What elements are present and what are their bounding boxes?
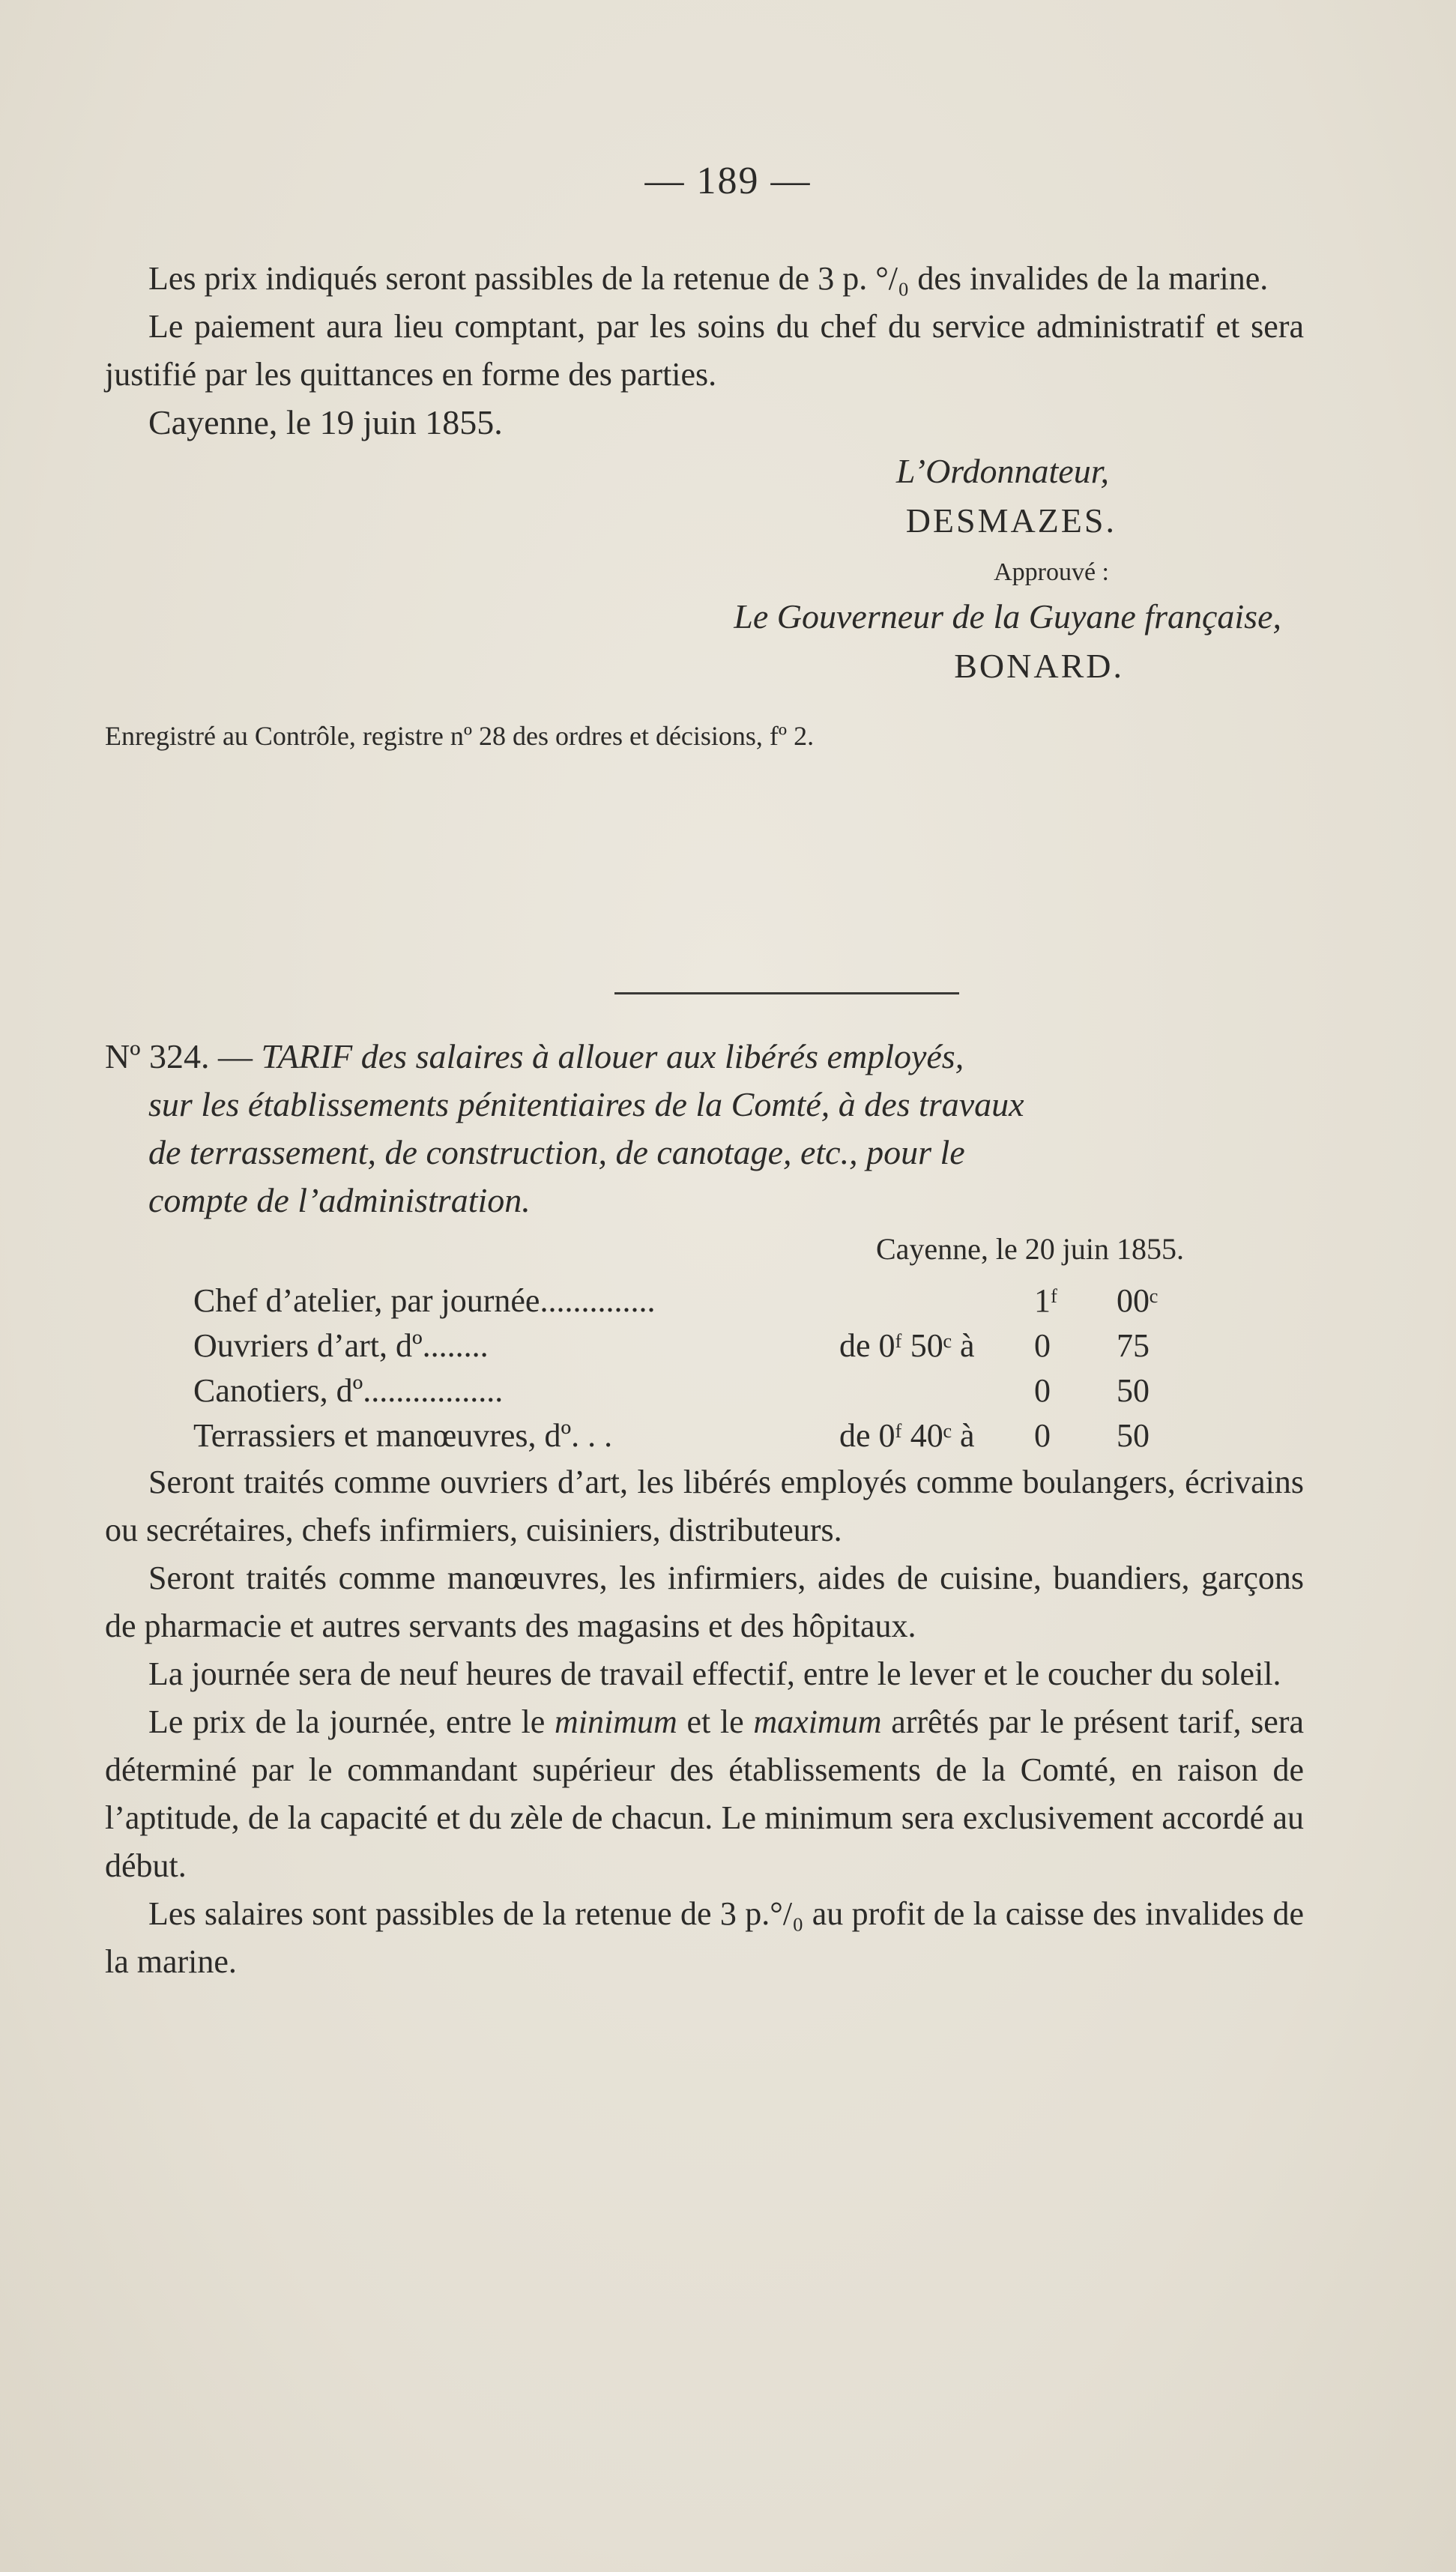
page-number: — 189 —	[644, 160, 812, 202]
tarif-number: Nº 324. —	[105, 1037, 253, 1075]
tarif-title-l1: TARIF des salaires à allouer aux libérés employés,	[261, 1037, 964, 1075]
table-row	[105, 1279, 1304, 1323]
row-francs: 1ᶠ	[1034, 1282, 1058, 1319]
paragraph-journee: La journée sera de neuf heures de travail effectif, entre le lever et le coucher du soleil.	[148, 1655, 1281, 1692]
governor-name: BONARD.	[954, 647, 1124, 685]
prix-maximum: maximum	[753, 1703, 882, 1740]
row-label: Chef d’atelier, par journée..............	[193, 1282, 656, 1319]
tarif-section	[105, 1033, 1304, 1986]
row-centimes: 75	[1117, 1327, 1150, 1364]
prix-text-b: et le	[677, 1703, 754, 1740]
row-centimes: 00ᶜ	[1117, 1282, 1159, 1319]
ordonnateur-name: DESMAZES.	[905, 501, 1117, 540]
paragraph-prices: Les prix indiqués seront passibles de la retenue de 3 p. °/₀ des invalides de la marine.	[148, 260, 1269, 297]
registration-note: Enregistré au Contrôle, registre nº 28 des ordres et décisions, fº 2.	[105, 721, 815, 751]
tarif-title-l4: compte de l’administration.	[148, 1181, 531, 1219]
tarif-title-l2: sur les établissements pénitentiaires de la Comté, à des travaux	[148, 1085, 1024, 1123]
table-row	[105, 1413, 1304, 1458]
row-francs: 0	[1034, 1327, 1051, 1364]
table-row	[105, 1323, 1304, 1368]
date-line: Cayenne, le 19 juin 1855.	[148, 403, 503, 441]
tarif-date: Cayenne, le 20 juin 1855.	[875, 1232, 1184, 1266]
row-label: Canotiers, dº.................	[193, 1372, 504, 1409]
tarif-heading-line1	[105, 1033, 1304, 1081]
section-divider	[614, 992, 959, 994]
ordonnateur-title: L’Ordonnateur,	[895, 452, 1109, 490]
row-label: Terrassiers et manœuvres, dº. . .	[193, 1417, 613, 1454]
top-section	[105, 255, 1304, 755]
governor-title: Le Gouverneur de la Guyane française,	[734, 597, 1281, 636]
row-range: de 0ᶠ 50ᶜ à	[839, 1327, 975, 1364]
paragraph-ouvriers: Seront traités comme ouvriers d’art, les libérés employés comme boulangers, écrivains ou secrétaires, chefs infirmiers, cuisiniers, distributeurs.	[105, 1464, 1304, 1548]
row-range: de 0ᶠ 40ᶜ à	[839, 1417, 975, 1454]
table-row	[105, 1368, 1304, 1413]
prix-minimum: minimum	[555, 1703, 677, 1740]
row-centimes: 50	[1117, 1372, 1150, 1409]
approved-label: Approuvé :	[994, 558, 1109, 586]
tarif-title-l3: de terrassement, de construction, de canotage, etc., pour le	[148, 1133, 965, 1171]
prix-text-c: arrêtés par le présent tarif, sera déterminé par le commandant supérieur des établissements de la Comté, en raison de l’aptitude, de la capacité et du zèle de chacun. Le minimum sera exclusivement accordé au début.	[105, 1703, 1304, 1884]
paragraph-salaires: Les salaires sont passibles de la retenue de 3 p.°/₀ au profit de la caisse des invalides de la marine.	[105, 1895, 1304, 1980]
paragraph-manoeuvres: Seront traités comme manœuvres, les infirmiers, aides de cuisine, buandiers, garçons de pharmacie et autres servants des magasins et des hôpitaux.	[105, 1560, 1304, 1644]
row-francs: 0	[1034, 1372, 1051, 1409]
row-centimes: 50	[1117, 1417, 1150, 1454]
paragraph-payment: Le paiement aura lieu comptant, par les soins du chef du service administratif et sera justifié par les quittances en forme des parties.	[105, 308, 1304, 393]
prix-text-a: Le prix de la journée, entre le	[148, 1703, 555, 1740]
row-francs: 0	[1034, 1417, 1051, 1454]
paragraph-prix	[105, 1698, 1304, 1890]
salary-table	[105, 1279, 1304, 1458]
row-label: Ouvriers d’art, dº........	[193, 1327, 489, 1364]
